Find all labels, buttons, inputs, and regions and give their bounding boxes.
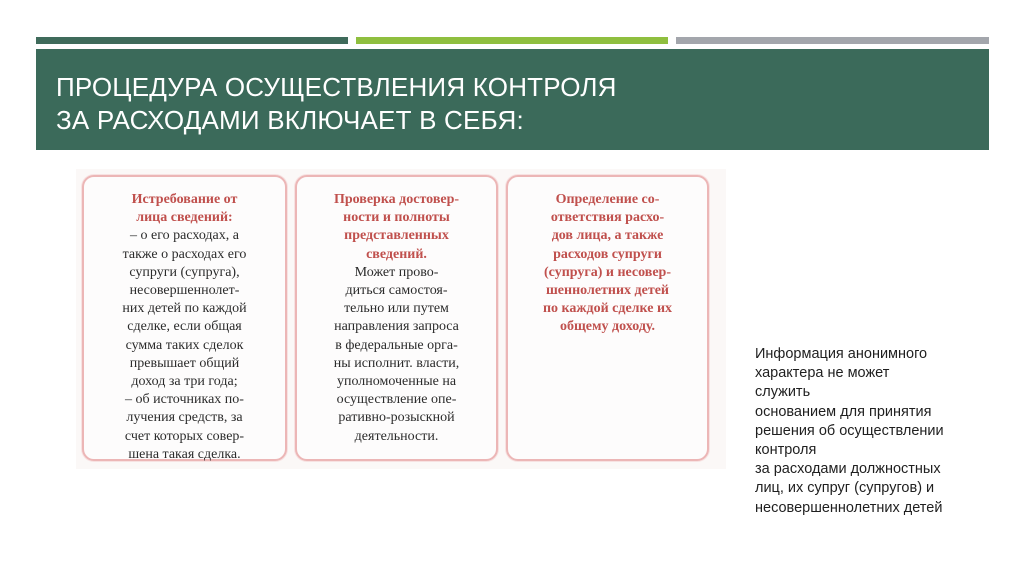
card-heading-line: по каждой сделке их (542, 301, 673, 317)
card-heading-line: общему доходу. (559, 319, 656, 335)
title-line-1: ПРОЦЕДУРА ОСУЩЕСТВЛЕНИЯ КОНТРОЛЯ (56, 72, 617, 102)
card-body-line: ративно-розыскной (338, 410, 455, 426)
card-body-line: лучения средств, за (126, 410, 243, 426)
title-line-2: ЗА РАСХОДАМИ ВКЛЮЧАЕТ В СЕБЯ: (56, 105, 524, 135)
card-body-line: уполномоченные на (336, 374, 457, 390)
note-line: за расходами должностных (755, 461, 941, 478)
note-line: Информация анонимного (755, 346, 928, 362)
card-body-line: супруги (супруга), (129, 264, 240, 280)
slide-title (56, 71, 956, 137)
anonymous-info-note (755, 345, 995, 518)
card-body-line: осуществление опе- (336, 392, 457, 408)
card-body-line: несовершеннолет- (129, 283, 240, 299)
card-body-line: доход за три года; (131, 374, 238, 390)
note-line: контроля (755, 442, 817, 459)
card-body-line: счет которых совер- (124, 428, 245, 444)
note-line: решения об осуществлении (755, 422, 944, 439)
note-line: характера не может (755, 365, 890, 382)
card-heading-line: ответствия расхо- (550, 210, 665, 226)
card-body-line: диться самостоя- (345, 283, 448, 299)
accent-bar-dark-green (36, 37, 348, 44)
card-body-line: шена такая сделка. (128, 446, 241, 462)
card-heading-line: Истребование от (131, 192, 238, 207)
card-heading-line: Проверка достовер- (333, 192, 460, 207)
note-line: несовершеннолетних детей (755, 499, 943, 516)
card-body-line: сумма таких сделок (125, 337, 244, 353)
card-body-line: них детей по каждой (122, 301, 247, 317)
procedure-figure (76, 169, 726, 469)
card-body-line: также о расходах его (122, 246, 247, 262)
card-heading-line: лица сведений: (136, 210, 233, 226)
card-heading-line: (супруга) и несовер- (544, 264, 671, 280)
card-body-line: в федеральные орга- (335, 337, 458, 353)
card-body-line: ны исполнит. власти, (333, 355, 460, 371)
card-heading-line: сведений. (366, 246, 427, 262)
card-body-line: сделке, если общая (127, 319, 242, 335)
card-heading-line: представленных (344, 228, 449, 244)
note-line: основанием для принятия (755, 403, 932, 420)
card-body-line: – об источниках по- (125, 392, 244, 408)
card-body-line: направления запроса (334, 319, 459, 335)
top-accent-bars (36, 37, 989, 44)
card-heading-line: ности и полноты (343, 210, 450, 226)
card-heading-line: дов лица, а также (551, 228, 664, 244)
card-verify-accuracy (295, 175, 498, 461)
card-heading-line: Определение со- (555, 192, 660, 207)
card-determine-compliance (506, 175, 709, 461)
note-line: служить (755, 384, 811, 401)
accent-bar-gray (676, 37, 989, 44)
card-request-information (82, 175, 287, 461)
accent-bar-light-green (356, 37, 668, 44)
note-line: лиц, их супруг (супругов) и (755, 480, 935, 497)
card-body-line: деятельности. (354, 428, 439, 444)
card-body-line: превышает общий (129, 355, 240, 371)
card-body-line: тельно или путем (344, 301, 449, 317)
card-body-line: – о его расходах, а (130, 228, 239, 244)
card-heading-line: шеннолетних детей (545, 283, 669, 299)
card-heading-line: расходов супруги (553, 246, 662, 262)
card-body-line: Может прово- (354, 264, 439, 280)
title-banner (36, 49, 989, 150)
